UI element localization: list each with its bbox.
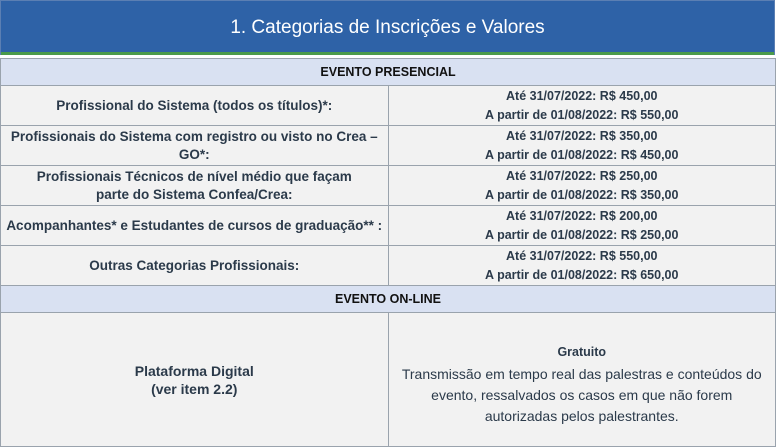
- table-row: [1, 126, 776, 166]
- page-title: 1. Categorias de Inscrições e Valores: [0, 0, 775, 55]
- category-cell: Acompanhantes* e Estudantes de cursos de graduação** :: [1, 206, 389, 246]
- platform-cell: [1, 313, 389, 447]
- category-cell: Outras Categorias Profissionais:: [1, 246, 389, 286]
- registration-table: [0, 58, 776, 447]
- online-description: Transmissão em tempo real das palestras e conteúdos do evento, ressalvados os casos em que não forem autorizadas pelos palestrantes.: [401, 365, 762, 424]
- category-cell: Profissional do Sistema (todos os títulos)*:: [1, 86, 389, 126]
- price-cell: [388, 166, 776, 206]
- price-early: Até 31/07/2022: R$ 450,00: [506, 88, 658, 103]
- price-late: A partir de 01/08/2022: R$ 350,00: [485, 187, 679, 202]
- price-cell: [388, 126, 776, 166]
- platform-reference: (ver item 2.2): [151, 380, 238, 397]
- category-cell: Profissionais do Sistema com registro ou visto no Crea – GO*:: [1, 126, 389, 166]
- price-cell: [388, 246, 776, 286]
- platform-name: Plataforma Digital: [134, 362, 254, 379]
- table-row: [1, 206, 776, 246]
- price-cell: [388, 86, 776, 126]
- price-early: Até 31/07/2022: R$ 250,00: [506, 168, 658, 183]
- price-early: Até 31/07/2022: R$ 550,00: [506, 248, 658, 263]
- online-header: EVENTO ON-LINE: [1, 286, 776, 313]
- table-row: [1, 313, 776, 447]
- presencial-header: EVENTO PRESENCIAL: [1, 59, 776, 86]
- free-label: Gratuito: [557, 344, 607, 359]
- price-early: Até 31/07/2022: R$ 200,00: [506, 208, 658, 223]
- price-late: A partir de 01/08/2022: R$ 650,00: [485, 267, 679, 282]
- table-row: [1, 86, 776, 126]
- online-price-cell: [388, 313, 776, 447]
- category-cell: Profissionais Técnicos de nível médio que façam parte do Sistema Confea/Crea:: [1, 166, 389, 206]
- price-early: Até 31/07/2022: R$ 350,00: [506, 128, 658, 143]
- table-row: [1, 246, 776, 286]
- section-header-row: [1, 286, 776, 313]
- price-cell: [388, 206, 776, 246]
- price-late: A partir de 01/08/2022: R$ 450,00: [485, 147, 679, 162]
- price-late: A partir de 01/08/2022: R$ 550,00: [485, 107, 679, 122]
- table-row: [1, 166, 776, 206]
- price-late: A partir de 01/08/2022: R$ 250,00: [485, 227, 679, 242]
- section-header-row: [1, 59, 776, 86]
